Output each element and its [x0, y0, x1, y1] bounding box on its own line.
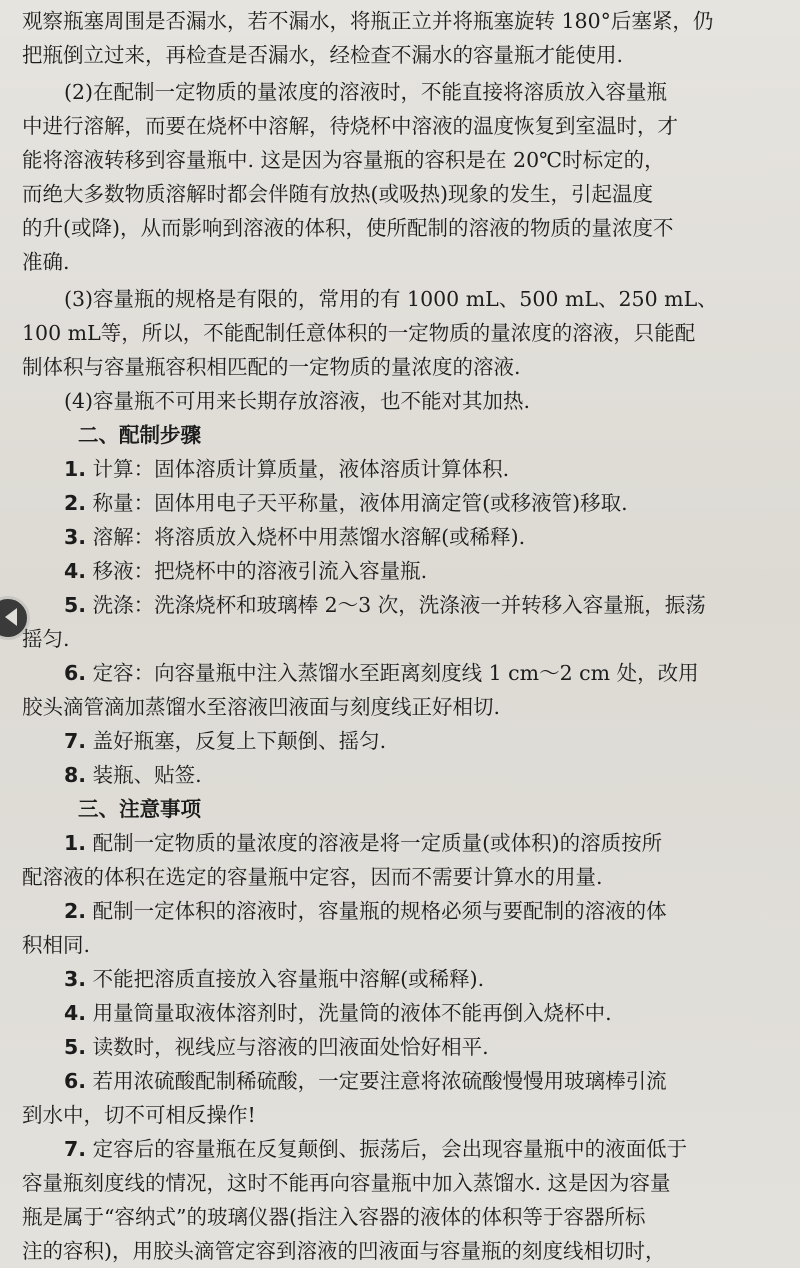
- step-text: 定容：向容量瓶中注入蒸馏水至距离刻度线 1 cm～2 cm 处，改用: [92, 661, 699, 685]
- step-line: [22, 520, 778, 554]
- step-line: [22, 724, 778, 758]
- text-line: 注的容积)，用胶头滴管定容到溶液的凹液面与容量瓶的刻度线相切时，: [22, 1239, 666, 1263]
- page-content: [22, 4, 778, 1268]
- note-number: 7.: [64, 1137, 87, 1161]
- text-line: 制体积与容量瓶容积相匹配的一定物质的量浓度的溶液.: [22, 355, 521, 379]
- text-line: (2)在配制一定物质的量浓度的溶液时，不能直接将溶质放入容量瓶: [64, 80, 668, 104]
- note-line: [22, 1132, 778, 1166]
- step-text: 溶解：将溶质放入烧杯中用蒸馏水溶解(或稀释).: [92, 525, 526, 549]
- note-number: 2.: [64, 899, 87, 923]
- text-line: (3)容量瓶的规格是有限的，常用的有 1000 mL、500 mL、250 mL、: [64, 287, 718, 311]
- step-number: 6.: [64, 661, 87, 685]
- text-line: 而绝大多数物质溶解时都会伴随有放热(或吸热)现象的发生，引起温度: [22, 182, 653, 206]
- section-heading: 二、配制步骤: [78, 423, 201, 447]
- text-line: 中进行溶解，而要在烧杯中溶解，待烧杯中溶液的温度恢复到室温时，才: [22, 114, 678, 138]
- note-text: 不能把溶质直接放入容量瓶中溶解(或稀释).: [92, 967, 485, 991]
- step-text: 盖好瓶塞，反复上下颠倒、摇匀.: [92, 729, 387, 753]
- note-line: [22, 996, 778, 1030]
- step-line: [22, 588, 778, 622]
- step-text: 装瓶、贴签.: [92, 763, 202, 787]
- note-text: 配制一定物质的量浓度的溶液是将一定质量(或体积)的溶质按所: [92, 831, 663, 855]
- step-text: 计算：固体溶质计算质量，液体溶质计算体积.: [92, 457, 510, 481]
- step-text: 称量：固体用电子天平称量，液体用滴定管(或移液管)移取.: [92, 491, 628, 515]
- note-number: 4.: [64, 1001, 87, 1025]
- step-text: 移液：把烧杯中的溶液引流入容量瓶.: [92, 559, 428, 583]
- text-line: 能将溶液转移到容量瓶中. 这是因为容量瓶的容积是在 20℃时标定的，: [22, 148, 665, 172]
- step-line: [22, 452, 778, 486]
- note-number: 1.: [64, 831, 87, 855]
- text-line: 配溶液的体积在选定的容量瓶中定容，因而不需要计算水的用量.: [22, 865, 603, 889]
- note-text: 读数时，视线应与溶液的凹液面处恰好相平.: [92, 1035, 489, 1059]
- text-line: 的升(或降)，从而影响到溶液的体积，使所配制的溶液的物质的量浓度不: [22, 216, 674, 240]
- text-line: 准确.: [22, 250, 70, 274]
- note-text: 配制一定体积的溶液时，容量瓶的规格必须与要配制的溶液的体: [92, 899, 667, 923]
- step-number: 8.: [64, 763, 87, 787]
- note-line: [22, 826, 778, 860]
- text-line: 胶头滴管滴加蒸馏水至溶液凹液面与刻度线正好相切.: [22, 695, 501, 719]
- note-line: [22, 1030, 778, 1064]
- text-line: 到水中，切不可相反操作!: [22, 1103, 256, 1127]
- step-number: 1.: [64, 457, 87, 481]
- step-line: [22, 486, 778, 520]
- text-line: (4)容量瓶不可用来长期存放溶液，也不能对其加热.: [64, 389, 531, 413]
- step-number: 4.: [64, 559, 87, 583]
- note-text: 定容后的容量瓶在反复颠倒、振荡后，会出现容量瓶中的液面低于: [92, 1137, 688, 1161]
- note-line: [22, 894, 778, 928]
- note-text: 若用浓硫酸配制稀硫酸，一定要注意将浓硫酸慢慢用玻璃棒引流: [92, 1069, 667, 1093]
- note-line: [22, 1064, 778, 1098]
- text-line: 容量瓶刻度线的情况，这时不能再向容量瓶中加入蒸馏水. 这是因为容量: [22, 1171, 671, 1195]
- text-line: 观察瓶塞周围是否漏水，若不漏水，将瓶正立并将瓶塞旋转 180°后塞紧，仍: [22, 9, 714, 33]
- text-line: 把瓶倒立过来，再检查是否漏水，经检查不漏水的容量瓶才能使用.: [22, 43, 624, 67]
- step-line: [22, 656, 778, 690]
- note-number: 6.: [64, 1069, 87, 1093]
- section-heading: 三、注意事项: [78, 797, 201, 821]
- step-number: 2.: [64, 491, 87, 515]
- step-number: 5.: [64, 593, 87, 617]
- note-number: 5.: [64, 1035, 87, 1059]
- text-line: 瓶是属于“容纳式”的玻璃仪器(指注入容器的液体的体积等于容器所标: [22, 1205, 646, 1229]
- step-line: [22, 758, 778, 792]
- note-number: 3.: [64, 967, 87, 991]
- step-line: [22, 554, 778, 588]
- step-number: 3.: [64, 525, 87, 549]
- step-number: 7.: [64, 729, 87, 753]
- text-line: 摇匀.: [22, 627, 70, 651]
- note-line: [22, 962, 778, 996]
- step-text: 洗涤：洗涤烧杯和玻璃棒 2～3 次，洗涤液一并转移入容量瓶，振荡: [92, 593, 706, 617]
- note-text: 用量筒量取液体溶剂时，洗量筒的液体不能再倒入烧杯中.: [92, 1001, 612, 1025]
- text-line: 积相同.: [22, 933, 91, 957]
- text-line: 100 mL等，所以，不能配制任意体积的一定物质的量浓度的溶液，只能配: [22, 321, 696, 345]
